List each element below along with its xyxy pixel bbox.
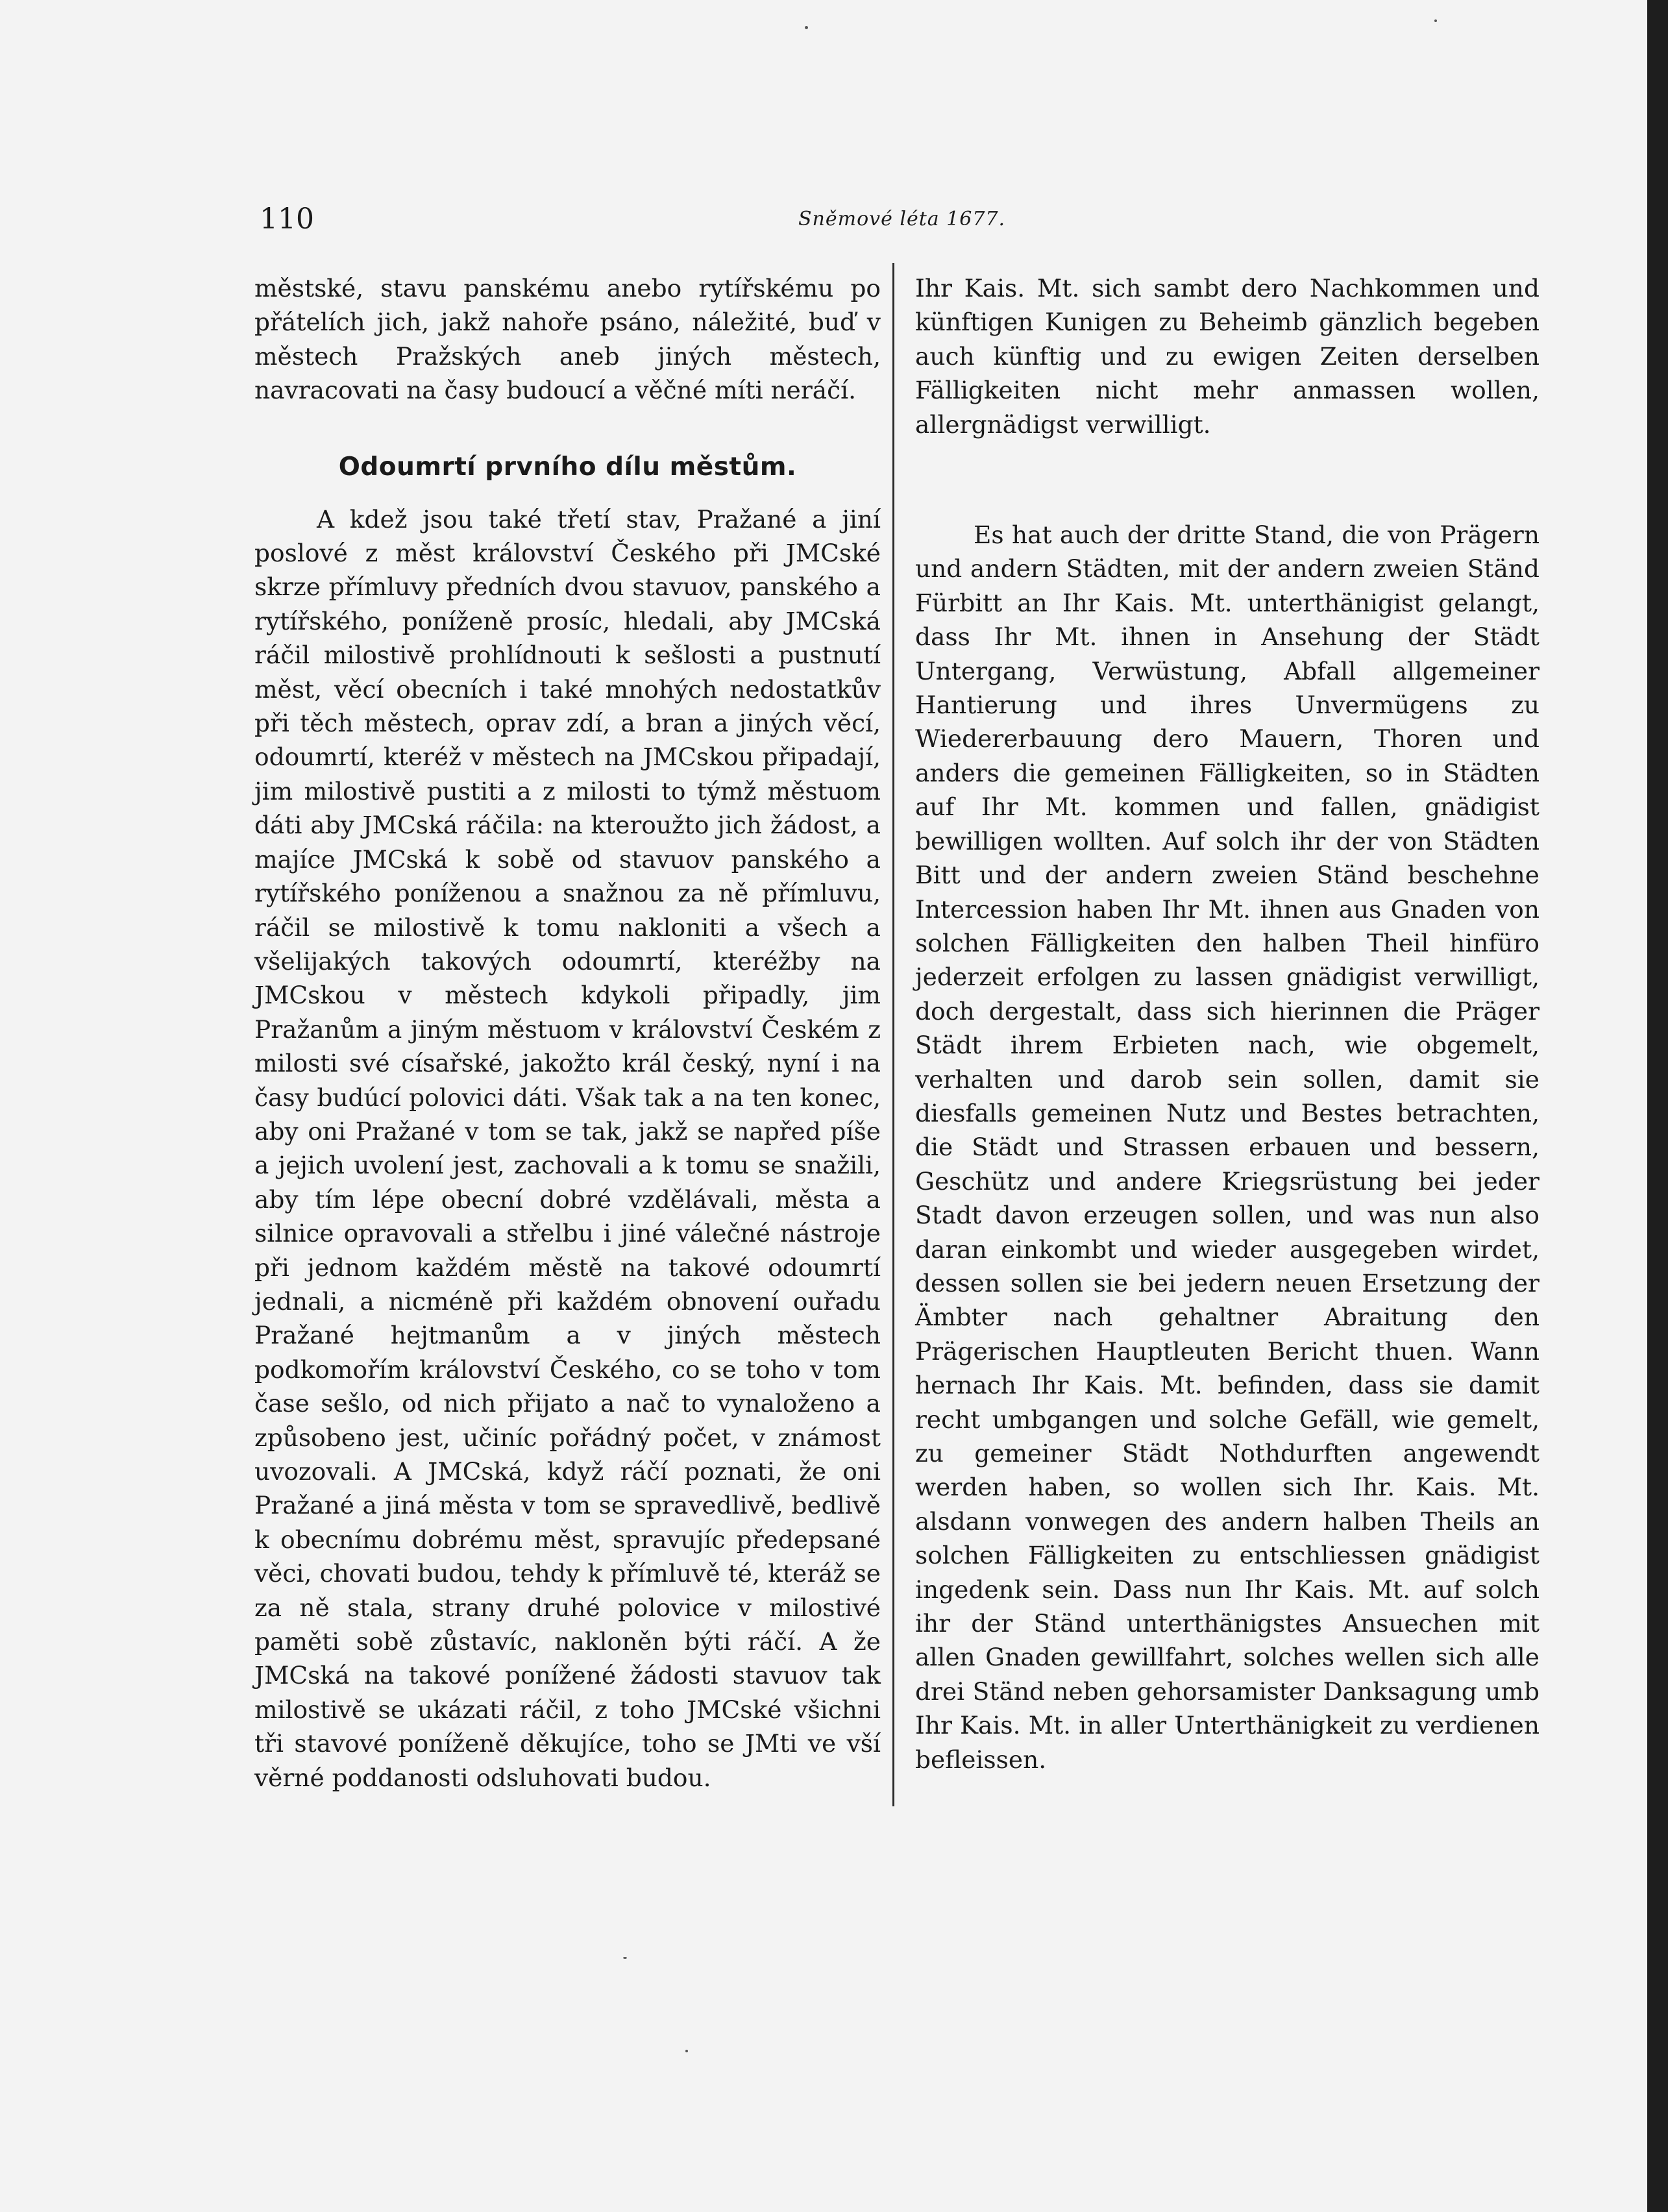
german-main-paragraph: Es hat auch der dritte Stand, die von Prägern und andern Städten, mit der andern zweien Ständ Fürbitt an Ihr Kais. Mt. unterthänigist gelangt, dass Ihr Mt. ihnen in Ansehung der Städt Untergang, Verwüstung, Abfall allgemeiner Hantierung und ihres Unvermügens zu Wiedererbauung dero Mauern, Thoren und anders die gemeinen Fälligkeiten, so in Städten auf Ihr Mt. kommen und fallen, gnädigist bewilligen wollten. Auf solch ihr der von Städten Bitt und der andern zweien Ständ beschehne Intercession haben Ihr Mt. ihnen aus Gnaden von solchen Fälligkeiten den halben Theil hinfüro jederzeit erfolgen zu lassen gnädigist verwilligt, doch dergestalt, dass sich hierinnen die Präger Städt ihrem Erbieten nach, wie obgemelt, verhalten und darob sein sollen, damit sie diesfalls gemeinen Nutz und Bestes betrachten, die Städt und Strassen erbauen und bessern, Geschütz und andere Kriegsrüstung bei jeder Stadt davon erzeugen sollen, und was nun also daran einkombt und wieder ausgegeben wirdet, dessen sollen sie bei jedern neuen Ersetzung der Ämbter nach gehaltner Abraitung den Prägerischen Hauptleuten Bericht thuen. Wann hernach Ihr Kais. Mt. befinden, dass sie damit recht umbgangen und solche Gefäll, wie gemelt, zu gemeiner Städt Nothdurften angewendt werden haben, so wollen sich Ihr. Kais. Mt. alsdann vonwegen des andern halben Theils an solchen Fälligkeiten zu entschliessen gnädigist ingedenk sein. Dass nun Ihr Kais. Mt. auf solch ihr der Ständ unterthänigstes Ansuechen mit allen Gnaden gewillfahrt, solches wellen sich alle drei Ständ neben gehorsamister Danksagung umb Ihr Kais. Mt. in aller Unterthänigkeit zu verdienen befleissen. <box>915 521 1539 1774</box>
scan-edge-border <box>1647 0 1668 2212</box>
scan-speck <box>685 2050 688 2052</box>
column-divider <box>892 263 894 1806</box>
czech-main-paragraph: A kdež jsou také třetí stav, Pražané a jiní poslové z měst království Českého při JMCské skrze přímluvy předních dvou stavuov, panského a rytířského, poníženě prosíc, hledali, aby JMCská ráčil milostivě prohlídnouti k sešlosti a pustnutí měst, věcí obecních i také mnohých nedostatkův při těch městech, oprav zdí, a bran a jiných věcí, odoumrtí, kteréž v městech na JMCskou připadají, jim milostivě pustiti a z milosti to týmž městuom dáti aby JMCská ráčila: na kteroužto jich žádost, a majíce JMCská k sobě od stavuov panského a rytířského poníženou a snažnou za ně přímluvu, ráčil se milostivě k tomu nakloniti a všech a všelijakých takových odoumrtí, kteréžby na JMCskou v městech kdykoli připadly, jim Pražanům a jiným městuom v království Českém z milosti své císařské, jakožto král český, nyní i na časy budúcí polovici dáti. Však tak a na ten konec, aby oni Pražané v tom se tak, jakž se napřed píše a jejich uvolení jest, zachovali a k tomu se snažili, aby tím lépe obecní dobré vzdělávali, města a silnice opravovali a střelbu i jiné válečné nástroje při jednom každém městě na takové odoumrtí jednali, a nicméně při každém obnovení ouřadu Pražané hejtmanům a v jiných městech podkomořím království Českého, co se toho v tom čase sešlo, od nich přijato a nač to vynaloženo a způsobeno jest, učiníc pořádný počet, v známost uvozovali. A JMCská, když ráčí poznati, že oni Pražané a jiná města v tom se spravedlivě, bedlivě k obecnímu dobrému měst, spravujíc předepsané věci, chovati budou, tehdy k přímluvě té, kteráž se za ně stala, strany druhé polovice v milostivé paměti sobě zůstavíc, nakloněn býti ráčí. A že JMCská na takové ponížené žádosti stavuov tak milostivě se ukázati ráčil, z toho JMCské všichni tři stavové poníženě děkujíce, toho se JMti ve vší věrné poddanosti odsluhovati budou. <box>254 504 881 1792</box>
czech-opening-paragraph: městské, stavu panskému anebo rytířskému po přátelích jich, jakž nahoře psáno, náležité, buď v městech Pražských aneb jiných městech, navracovati na časy budoucí a věčné míti neráčí. <box>254 274 881 405</box>
scan-speck <box>1434 19 1437 22</box>
page-header <box>260 203 1528 241</box>
scan-speck <box>623 1957 627 1959</box>
page-number: 110 <box>260 203 314 236</box>
german-opening-paragraph: Ihr Kais. Mt. sich sambt dero Nachkommen und künftigen Kunigen zu Beheimb gänzlich begeben auch künftig und zu ewigen Zeiten derselben Fälligkeiten nicht mehr anmassen wollen, allergnädigst verwilligt. <box>915 274 1539 439</box>
czech-column <box>254 271 881 1795</box>
german-column <box>915 271 1539 1776</box>
scan-speck <box>805 26 808 29</box>
section-heading: Odoumrtí prvního dílu městům. <box>338 452 797 482</box>
running-title: Sněmové léta 1677. <box>798 208 1006 230</box>
